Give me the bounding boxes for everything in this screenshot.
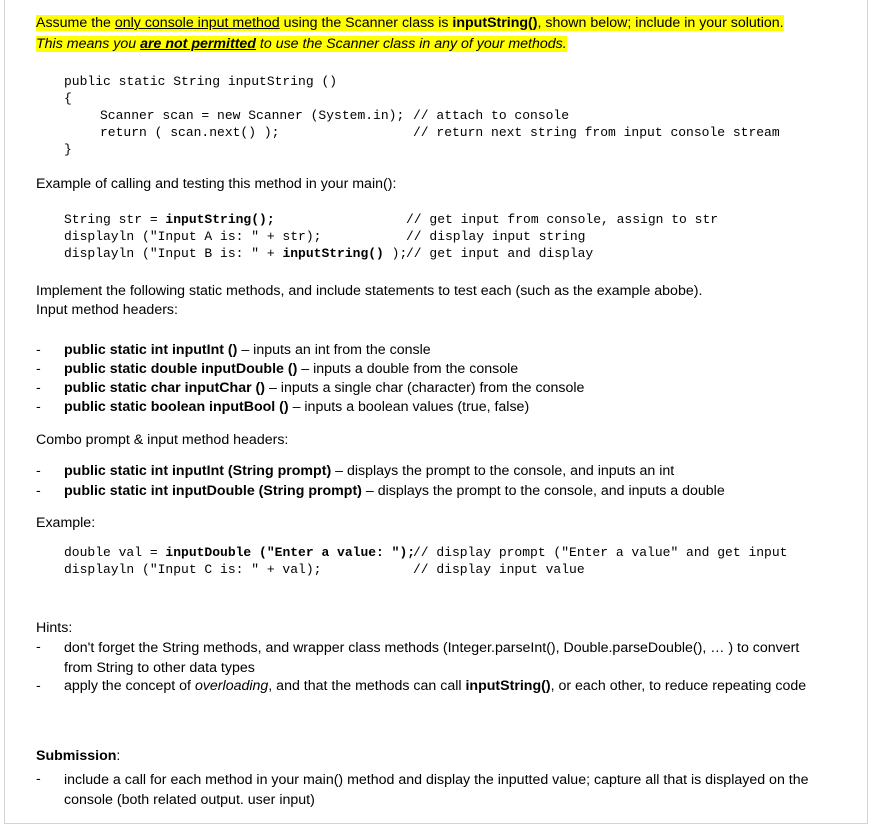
bullet-dash: -: [36, 342, 41, 358]
code-bold: inputDouble ("Enter a value: ");: [165, 545, 416, 560]
example-calling-text: Example of calling and testing this method in your main():: [36, 176, 397, 192]
hint-item: don't forget the String methods, and wrapper class methods (Integer.parseInt(), Double.parseDouble(), … ) to convert from String to other data types: [64, 640, 800, 676]
code-text: );: [383, 246, 408, 261]
bullet-dash: -: [36, 463, 41, 479]
method-desc: – inputs an int from the consle: [237, 342, 431, 358]
bullet-dash: -: [36, 361, 41, 377]
code-comment: // display input string: [406, 229, 586, 244]
method-desc: – displays the prompt to the console, and inputs a double: [361, 483, 725, 499]
code-text: String str =: [64, 212, 166, 227]
hint-text: , or each other, to reduce repeating code: [550, 678, 807, 694]
bullet-dash: -: [36, 483, 41, 499]
intro-text: , shown below; include in your solution.: [537, 15, 784, 31]
intro-text: using the Scanner class is: [279, 15, 453, 31]
submission-colon: :: [116, 748, 121, 764]
code-line: displayln ("Input A is: " + str);: [64, 229, 322, 244]
code-bold: inputString();: [165, 212, 275, 227]
method-header: public static int inputInt (): [64, 342, 238, 358]
code-comment: // display input value: [413, 562, 585, 577]
only-console-input-underline: only console input method: [114, 15, 280, 31]
code-line: Scanner scan = new Scanner (System.in);: [100, 108, 405, 123]
combo-title: Combo prompt & input method headers:: [36, 432, 289, 448]
method-desc: – inputs a boolean values (true, false): [288, 399, 530, 415]
code-bold: inputString(): [282, 246, 384, 261]
method-desc: – displays the prompt to the console, and inputs an int: [331, 463, 675, 479]
hints-title: Hints:: [36, 620, 73, 636]
method-header: public static int inputInt (String prompt): [64, 463, 332, 479]
method-desc: – inputs a double from the console: [297, 361, 519, 377]
not-permitted-emphasis: are not permitted: [140, 36, 256, 52]
intro-text: Assume the: [36, 15, 115, 31]
submission-title-text: Submission: [36, 748, 117, 764]
combo-item: [64, 463, 674, 479]
code-line: [64, 544, 415, 561]
code-comment: // get input and display: [406, 246, 594, 261]
intro-text: to use the Scanner class in any of your methods.: [255, 36, 567, 52]
submission-title: [36, 748, 120, 764]
code-comment: // display prompt ("Enter a value" and get input: [413, 545, 788, 560]
code-line: [64, 211, 275, 228]
method-desc: – inputs a single char (character) from the console: [265, 380, 585, 396]
bullet-dash: -: [36, 380, 41, 396]
code-line: return ( scan.next() );: [100, 125, 280, 140]
example-label: Example:: [36, 515, 96, 531]
input-string-bold: inputString(): [452, 15, 538, 31]
code-close-brace: }: [64, 142, 72, 157]
method-item: [64, 399, 529, 415]
submission-item: include a call for each method in your main() method and display the inputted value; capture all that is displayed on the console (both related output. user input): [64, 772, 809, 808]
intro-line-2: [36, 36, 567, 52]
code-line: displayln ("Input C is: " + val);: [64, 562, 322, 577]
hint-item: [64, 678, 806, 694]
code-text: displayln ("Input B is: " +: [64, 246, 283, 261]
method-header: public static char inputChar (): [64, 380, 266, 396]
code-comment: // return next string from input console stream: [413, 125, 780, 140]
implement-text: Implement the following static methods, and include statements to test each (such as the example abobe).: [36, 283, 703, 299]
code-text: double val =: [64, 545, 166, 560]
intro-text: This means you: [36, 36, 141, 52]
bullet-dash: -: [36, 678, 41, 694]
hint-italic: overloading: [194, 678, 269, 694]
hint-bold: inputString(): [465, 678, 551, 694]
bullet-dash: -: [36, 399, 41, 415]
code-line: [64, 245, 407, 262]
hint-text: apply the concept of: [64, 678, 195, 694]
code-comment: // get input from console, assign to str: [406, 212, 719, 227]
method-item: [64, 361, 518, 377]
bullet-dash: -: [36, 639, 41, 655]
code-open-brace: {: [64, 91, 72, 106]
intro-line-1: [36, 15, 784, 31]
method-item: [64, 342, 431, 358]
method-header: public static double inputDouble (): [64, 361, 298, 377]
code-comment: // attach to console: [413, 108, 570, 123]
input-headers-label: Input method headers:: [36, 302, 178, 318]
method-header: public static int inputDouble (String prompt): [64, 483, 362, 499]
method-header: public static boolean inputBool (): [64, 399, 289, 415]
hint-text: , and that the methods can call: [268, 678, 466, 694]
combo-item: [64, 483, 725, 499]
bullet-dash: -: [36, 771, 41, 787]
code-signature: public static String inputString (): [64, 74, 338, 89]
method-item: [64, 380, 584, 396]
